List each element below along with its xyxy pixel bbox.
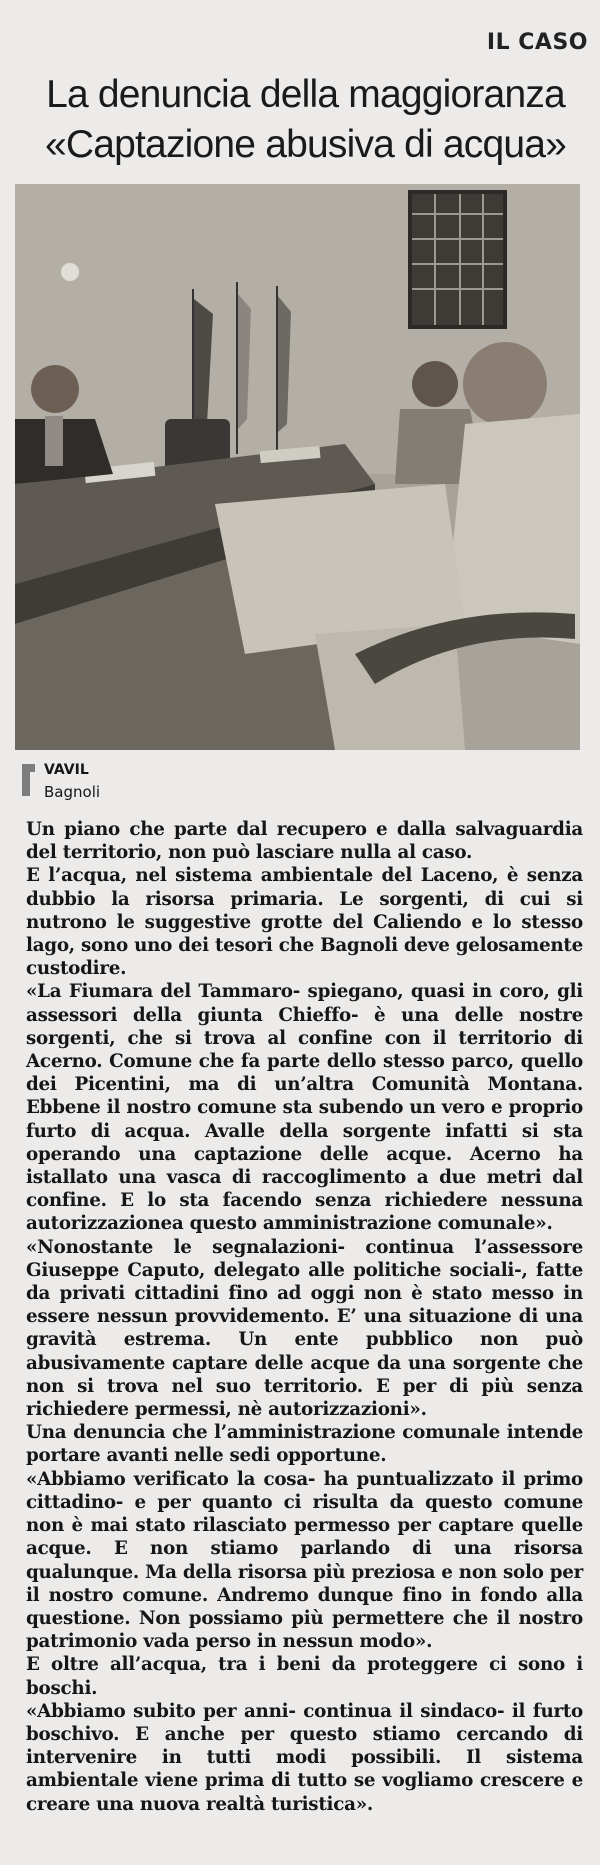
byline-bracket-icon bbox=[22, 764, 35, 796]
paragraph: Una denuncia che l’amministrazione comunale intende portare avanti nelle sedi opportune. bbox=[26, 1422, 583, 1467]
news-photo bbox=[15, 184, 580, 750]
headline bbox=[18, 70, 593, 170]
headline-line-2: «Captazione abusiva di acqua» bbox=[44, 123, 567, 166]
paragraph: Un piano che parte dal recupero e dalla salvaguardia del territorio, non può lasciare nulla al caso. bbox=[26, 819, 583, 864]
paragraph: «La Fiumara del Tammaro- spiegano, quasi in coro, gli assessori della giunta Chieffo- è una delle nostre sorgenti, che si trova al confine con il territorio di Acerno. Comune che fa parte dello stesso parco, quello dei Picentini, ma di un’altra Comunità Montana. Ebbene il nostro comune sta subendo un vero e proprio furto di acqua. Avalle della sorgente infatti si sta operando una captazione delle acque. Acerno ha istallato una vasca di raccoglimento a due metri dal confine. E lo sta facendo senza richiedere nessuna autorizzazionea questo amministrazione comunale». bbox=[26, 981, 583, 1235]
paragraph: E l’acqua, nel sistema ambientale del Laceno, è senza dubbio la risorsa primaria. Le sorgenti, di cui si nutrono le suggestive grotte del Caliendo e lo stesso lago, sono uno dei tesori che Bagnoli deve gelosamente custodire. bbox=[26, 865, 583, 980]
article-body bbox=[26, 818, 583, 1816]
section-label: IL CASO bbox=[486, 30, 588, 55]
meeting-photo-illustration bbox=[15, 184, 580, 750]
paragraph: «Abbiamo subito per anni- continua il sindaco- il furto boschivo. E anche per questo stiamo cercando di intervenire in tutti modi possibili. Il sistema ambientale viene prima di tutto se vogliamo crescere e creare una nuova realtà turistica». bbox=[26, 1700, 583, 1815]
paragraph: E oltre all’acqua, tra i beni da proteggere ci sono i boschi. bbox=[26, 1654, 583, 1699]
paragraph: «Nonostante le segnalazioni- continua l’assessore Giuseppe Caputo, delegato alle politiche sociali-, fatte da privati cittadini fino ad oggi non è stato messo in essere nessun provvidemento. E’ una situazione di una gravità estrema. Un ente pubblico non può abusivamente captare delle acque da una sorgente che non si trova nel suo territorio. E per di più senza richiedere permessi, nè autorizzazioni». bbox=[26, 1236, 583, 1421]
byline-place: Bagnoli bbox=[44, 783, 101, 801]
byline-author: VAVIL bbox=[44, 762, 89, 778]
paragraph: «Abbiamo verificato la cosa- ha puntualizzato il primo cittadino- e per quanto ci risulta da questo comune non è mai stato rilasciato permesso per captare quelle acque. E non stiamo parlando di una risorsa qualunque. Ma della risorsa più preziosa e non solo per il nostro comune. Andremo dunque fino in fondo alla questione. Non possiamo più permettere che il nostro patrimonio vada perso in nessun modo». bbox=[26, 1468, 583, 1653]
headline-line-1: La denuncia della maggioranza bbox=[46, 73, 565, 116]
